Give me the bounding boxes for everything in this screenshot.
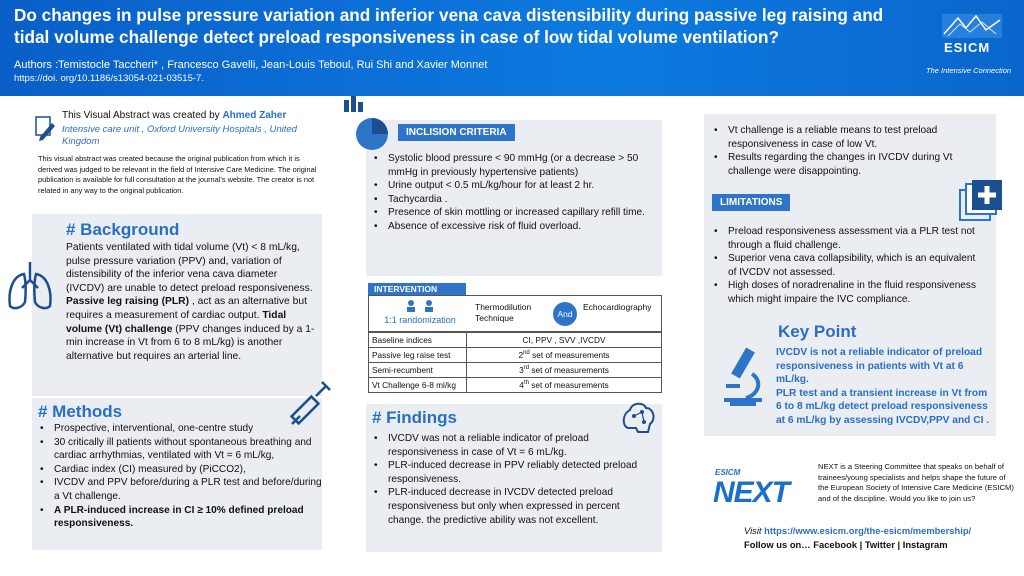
list-item: • Urine output < 0.5 mL/kg/hour for at least 2 hr. — [372, 179, 658, 193]
list-item: • PLR-induced decrease in IVCDV detected preload responsiveness but only when expressed in percent change. the predictive ability was not excellent. — [372, 486, 656, 527]
methods-heading: # Methods — [38, 402, 123, 421]
lungs-icon — [4, 258, 56, 314]
limitations-list — [712, 225, 984, 307]
table-row: Semi-recumbent 3rd set of measurements — [369, 363, 662, 378]
header-banner — [0, 0, 1024, 96]
esicm-next-logo: ESICM NEXT — [713, 468, 790, 509]
creator-name: Ahmed Zaher — [222, 110, 287, 121]
disclaimer: This visual abstract was created because the original publication from which it is derived was judged to be relevant in the field of Intensive Care Medicine. The original publication is available for full consultation at the journal's website. The creator is not related in any way to the original publication. — [38, 154, 317, 195]
intervention-label: INTERVENTION — [368, 283, 466, 295]
pencil-icon — [34, 115, 56, 141]
col-thermodilution: Thermodilution Technique — [475, 302, 532, 323]
table-row: Vt Challenge 6-8 ml/kg 4th set of measurements — [369, 378, 662, 393]
list-item: • Prospective, interventional, one-centre study — [38, 422, 322, 436]
methods-list — [38, 422, 322, 531]
list-item: • Preload responsiveness assessment via a PLR test not through a fluid challenge. — [712, 225, 984, 252]
list-item: • High doses of noradrenaline in the fluid responsiveness which might impaire the IVC compliance. — [712, 279, 984, 306]
conclusion-list — [712, 124, 982, 178]
list-item: • A PLR-induced increase in CI ≥ 10% defined preload responsiveness. — [38, 504, 322, 531]
inclusion-list — [372, 152, 658, 234]
tagline: The Intensive Connection — [926, 66, 1012, 75]
table-row: Passive leg raise test 2nd set of measurements — [369, 348, 662, 363]
visit-line: Visit https://www.esicm.org/the-esicm/membership/ — [744, 525, 972, 536]
intervention-table — [368, 332, 662, 393]
findings-list — [372, 432, 656, 527]
membership-link[interactable]: https://www.esicm.org/the-esicm/membership/ — [764, 525, 972, 536]
findings-heading: # Findings — [372, 408, 457, 427]
list-item: • Presence of skin mottling or increased capillary refill time. — [372, 206, 658, 220]
limitations-label: LIMITATIONS — [712, 194, 790, 211]
and-badge: And — [553, 302, 577, 326]
authors: Authors :Temistocle Taccheri* , Francesco Gavelli, Jean-Louis Teboul, Rui Shi and Xavier Monnet — [14, 59, 488, 71]
user-icon — [405, 300, 435, 312]
social-links[interactable]: Follow us on… Facebook | Twitter | Instagram — [744, 539, 948, 550]
list-item: • IVCDV was not a reliable indicator of preload responsiveness in case of Vt = 6 mL/kg. — [372, 432, 656, 459]
background-text: Patients ventilated with tidal volume (Vt) < 8 mL/kg, pulse pressure variation (PPV) and, variation of distensibility of the inferior vena cava diameter (IVCDV) are unable to detect preload responsiveness. Passive leg raising (PLR) , act as an alternative but requires a measurement of cardiac output. Tidal volume (Vt) challenge (PPV changes induced by a 1-min increase in Vt from 6 to 8 mL/kg) is another alternative but requires an arterial line. — [66, 242, 315, 362]
next-description: NEXT is a Steering Committee that speaks on behalf of trainees/young specialists and helps shape the future of the European Society of Intensive Care Medicine (ESICM) and of the discipline. Would you like to join us? — [818, 462, 1014, 503]
creator-affiliation: Intensive care unit , Oxford University Hospitals , United Kingdom — [62, 124, 297, 147]
list-item: • Tachycardia . — [372, 193, 658, 207]
pie-chart-icon — [340, 96, 392, 156]
visual-abstract-credit: This Visual Abstract was created by Ahmed Zaher — [62, 110, 287, 121]
list-item: • Absence of excessive risk of fluid overload. — [372, 220, 658, 234]
background-heading: # Background — [66, 220, 180, 239]
list-item: • Systolic blood pressure < 90 mmHg (or a decrease > 50 mmHg in previously hypertensive patients) — [372, 152, 658, 179]
esicm-logo: ESICM — [930, 8, 1014, 64]
list-item: • Cardiac index (CI) measured by (PiCCO2), — [38, 463, 322, 477]
list-item: • 30 critically ill patients without spontaneous breathing and cardiac arrhythmias, ventilated with Vt = 6 mL/kg, — [38, 436, 322, 463]
doi-link[interactable]: https://doi. org/10.1186/s13054-021-03515-7. — [14, 73, 204, 84]
randomization: 1:1 randomization — [373, 300, 467, 326]
key-point-text: IVCDV is not a reliable indicator of preload responsiveness in patients with Vt at 6 mL/kg. PLR test and a transient increase in Vt from 6 to 8 mL/kg detect preload responsiveness at 6 mL/kg by assessing IVCDV,PPV and CI . — [776, 347, 990, 426]
key-point-heading: Key Point — [778, 322, 857, 341]
logo-graphic-icon — [930, 8, 1014, 64]
page-title: Do changes in pulse pressure variation and inferior vena cava distensibility during passive leg raising and tidal volume challenge detect preload responsiveness in case of low tidal volume ventilation? — [14, 5, 884, 47]
col-echocardiography: Echocardiography — [583, 302, 652, 312]
list-item: • PLR-induced decrease in PPV reliably detected preload responsiveness. — [372, 459, 656, 486]
inclusion-label: INCLISION CRITERIA — [398, 124, 515, 141]
list-item: • Vt challenge is a reliable means to test preload responsiveness in case of low Vt. — [712, 124, 982, 151]
list-item: • Superior vena cava collapsibility, which is an equivalent of IVCDV not assessed. — [712, 252, 984, 279]
table-row: Baseline indices CI, PPV , SVV ,IVCDV — [369, 333, 662, 348]
list-item: • IVCDV and PPV before/during a PLR test and before/during a Vt challenge. — [38, 476, 322, 503]
list-item: • Results regarding the changes in IVCDV during Vt challenge were disappointing. — [712, 151, 982, 178]
medical-cross-icon — [958, 178, 1006, 226]
microscope-icon — [716, 344, 768, 408]
intervention-header-row — [368, 295, 662, 332]
